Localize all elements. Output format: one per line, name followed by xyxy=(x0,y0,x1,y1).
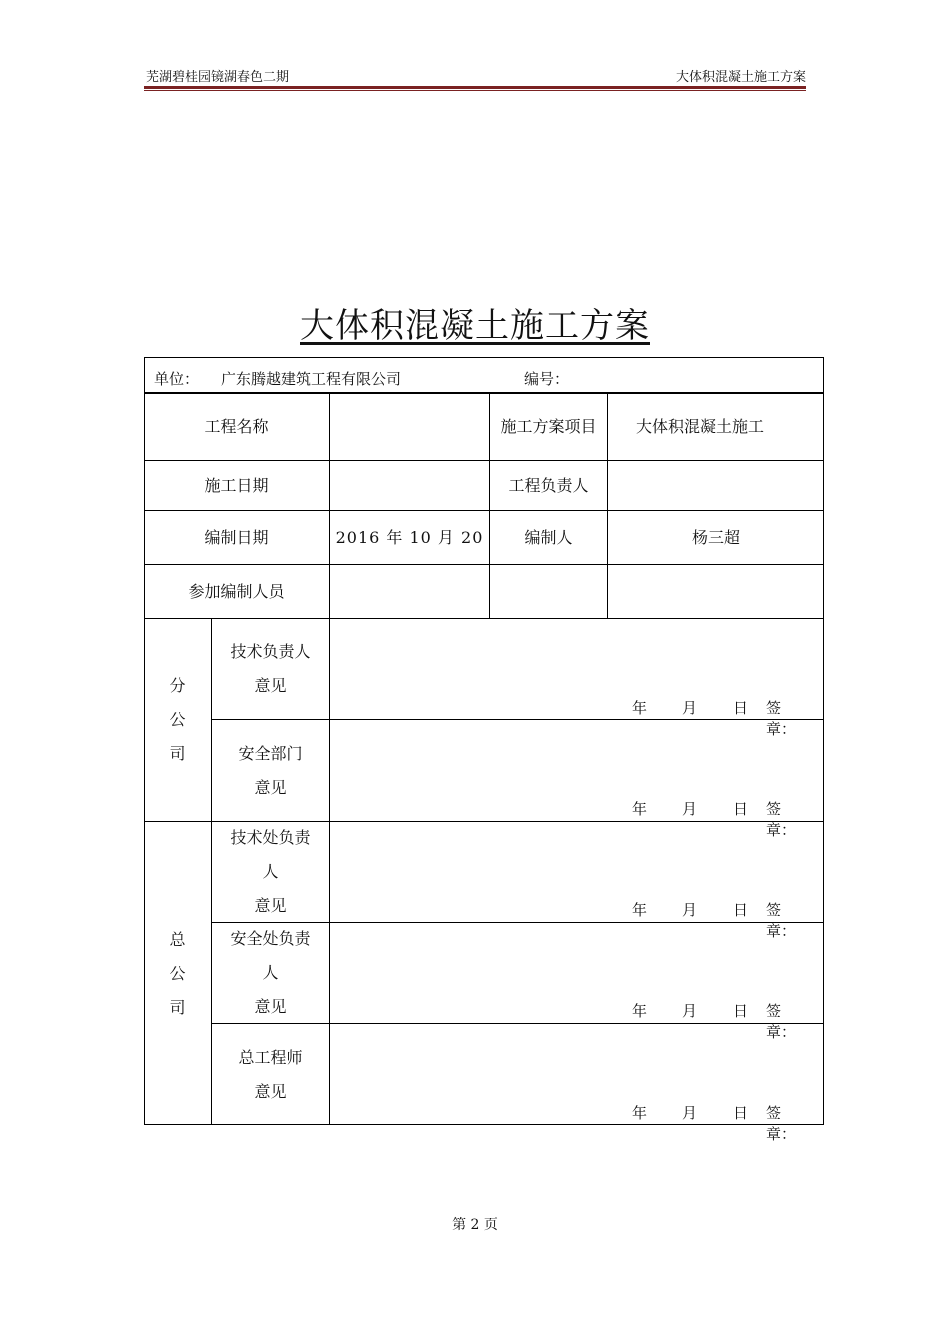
compile-date-label: 编制日期 xyxy=(204,527,269,547)
unit-row xyxy=(144,357,824,393)
compile-date-value: 2016 年 10 月 20 xyxy=(335,527,484,547)
project-name-label: 工程名称 xyxy=(204,417,269,436)
row-label-line: 技术处负责 xyxy=(230,828,311,847)
scheme-item-label: 施工方案项目 xyxy=(500,417,597,436)
unit-label: 单位： xyxy=(154,370,200,388)
sig-day: 日 xyxy=(733,1104,749,1122)
sig-month: 月 xyxy=(682,1104,698,1122)
sig-day: 日 xyxy=(733,800,749,818)
participants-label: 参加编制人员 xyxy=(188,581,285,601)
sig-year: 年 xyxy=(632,800,648,818)
page-number: 第 2 页 xyxy=(452,1217,498,1233)
code-label: 编号： xyxy=(524,370,570,388)
document-title: 大体积混凝土施工方案 xyxy=(300,306,650,346)
row-label-line: 意见 xyxy=(254,896,287,915)
scheme-item-value: 大体积混凝土施工 xyxy=(635,417,764,436)
safety-office-opinion-label xyxy=(212,923,329,1023)
tech-manager-opinion-label xyxy=(212,619,329,719)
row-label-line: 意见 xyxy=(254,1081,287,1101)
sig-seal: 签章： xyxy=(766,800,797,839)
compiler-label: 编制人 xyxy=(524,527,573,547)
hq-label-char: 公 xyxy=(169,963,186,983)
row-label-line: 意见 xyxy=(254,676,287,695)
manager-label: 工程负责人 xyxy=(508,475,589,495)
sig-year: 年 xyxy=(632,1104,648,1122)
row-label-line: 总工程师 xyxy=(238,1047,303,1067)
sig-year: 年 xyxy=(632,901,648,919)
row-label-line: 安全处负责 xyxy=(230,929,311,948)
sig-seal: 签章： xyxy=(766,699,797,738)
branch-label-char: 公 xyxy=(169,710,186,729)
project-name-value xyxy=(330,394,489,460)
sig-year: 年 xyxy=(632,1002,648,1020)
header-document-title: 大体积混凝土施工方案 xyxy=(675,70,806,85)
sig-day: 日 xyxy=(733,699,749,717)
row-label-line: 安全部门 xyxy=(238,743,303,763)
branch-company-label xyxy=(144,619,211,821)
manager-value xyxy=(608,461,824,510)
hq-label-char: 总 xyxy=(169,929,186,949)
header-rule-thin xyxy=(144,90,806,91)
sig-month: 月 xyxy=(682,800,698,818)
sig-month: 月 xyxy=(682,901,698,919)
sig-month: 月 xyxy=(682,699,698,717)
construction-date-label: 施工日期 xyxy=(204,475,269,495)
header-rule xyxy=(144,86,806,89)
hq-label-char: 司 xyxy=(169,997,186,1017)
tech-office-opinion-label xyxy=(212,822,329,922)
sig-year: 年 xyxy=(632,699,648,717)
sig-seal: 签章： xyxy=(766,1002,797,1041)
sig-month: 月 xyxy=(682,1002,698,1020)
compiler-value: 杨三超 xyxy=(691,527,740,547)
row-label-line: 技术负责人 xyxy=(230,642,311,661)
unit-value: 广东腾越建筑工程有限公司 xyxy=(221,370,402,388)
branch-label-char: 司 xyxy=(169,744,186,763)
row-label-line: 人 xyxy=(262,963,279,982)
header-project-name: 芜湖碧桂园镜湖春色二期 xyxy=(146,70,290,85)
row-label-line: 人 xyxy=(262,862,279,881)
hq-company-label xyxy=(144,822,211,1125)
sig-day: 日 xyxy=(733,901,749,919)
row-label-line: 意见 xyxy=(254,997,287,1016)
sig-day: 日 xyxy=(733,1002,749,1020)
branch-label-char: 分 xyxy=(169,676,186,695)
sig-seal: 签章： xyxy=(766,1104,797,1143)
construction-date-value xyxy=(330,461,489,510)
row-label-line: 意见 xyxy=(254,777,287,797)
chief-engineer-opinion-label xyxy=(212,1024,329,1125)
safety-dept-opinion-label xyxy=(212,720,329,821)
sig-seal: 签章： xyxy=(766,901,797,940)
